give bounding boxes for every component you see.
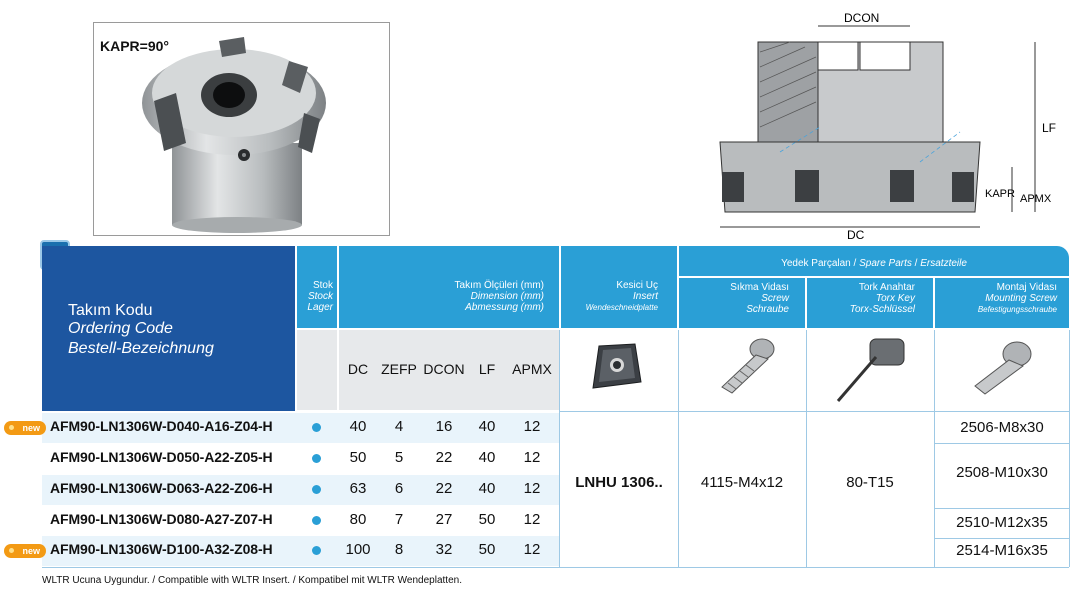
cell-dcon: 22	[435, 449, 453, 466]
cell-lf: 40	[478, 449, 496, 466]
mscrew-tr: Montaj Vidası	[996, 282, 1057, 293]
mounting-screw-header-text	[935, 282, 1057, 315]
col-divider	[934, 330, 935, 567]
key-code: 80-T15	[846, 474, 894, 491]
key-en: Torx Key	[875, 293, 915, 304]
ordering-code[interactable]: AFM90-LN1306W-D040-A16-Z04-H	[50, 418, 273, 434]
screw-tr: Sıkma Vidası	[730, 282, 789, 293]
cell-zefp: 8	[394, 541, 404, 558]
row-divider	[935, 508, 1069, 509]
row-divider	[935, 443, 1069, 444]
torx-key-image	[830, 335, 910, 405]
screw-header-text	[679, 282, 789, 315]
insert-icon	[585, 340, 645, 394]
cell-dcon: 32	[435, 541, 453, 558]
col-dcon: DCON	[423, 361, 465, 377]
screw-image	[710, 335, 780, 399]
in-stock-indicator	[312, 485, 321, 494]
spare-tr: Yedek Parçalan	[781, 258, 851, 269]
mscrew-de: Befestigungsschraube	[977, 305, 1057, 314]
in-stock-indicator	[312, 454, 321, 463]
cell-dcon: 16	[435, 418, 453, 435]
spare-en: Spare Parts	[859, 258, 912, 269]
screw-code: 4115-M4x12	[700, 474, 784, 491]
dim-en: Dimension (mm)	[470, 291, 544, 302]
ordering-code[interactable]: AFM90-LN1306W-D063-A22-Z06-H	[50, 480, 273, 496]
in-stock-indicator	[312, 516, 321, 525]
col-lf: LF	[478, 361, 496, 377]
face-mill-illustration	[94, 23, 389, 235]
cell-apmx: 12	[523, 418, 541, 435]
cell-zefp: 5	[394, 449, 404, 466]
cell-zefp: 7	[394, 511, 404, 528]
new-badge: new	[4, 421, 46, 435]
cell-dcon: 22	[435, 480, 453, 497]
lf-dimension: LF	[1042, 121, 1057, 135]
dcon-dimension: DCON	[844, 12, 880, 25]
cell-apmx: 12	[523, 449, 541, 466]
in-stock-indicator	[312, 423, 321, 432]
cell-dcon: 27	[435, 511, 453, 528]
cell-zefp: 4	[394, 418, 404, 435]
col-zefp: ZEFP	[381, 361, 417, 377]
torx-key-icon	[830, 335, 910, 405]
ordering-code[interactable]: AFM90-LN1306W-D100-A32-Z08-H	[50, 541, 273, 557]
cell-lf: 40	[478, 480, 496, 497]
screw-icon	[710, 335, 780, 399]
screw-de: Schraube	[746, 304, 789, 315]
cell-apmx: 12	[523, 541, 541, 558]
product-photo	[93, 22, 390, 236]
cell-dc: 50	[349, 449, 367, 466]
cell-dc: 40	[349, 418, 367, 435]
cell-apmx: 12	[523, 511, 541, 528]
stock-subheader	[297, 330, 337, 410]
mounting-screw-3: 2510-M12x35	[956, 514, 1048, 531]
cross-section-drawing	[690, 12, 1070, 242]
cell-apmx: 12	[523, 480, 541, 497]
col-divider	[1069, 330, 1070, 567]
apmx-dimension: APMX	[1020, 193, 1052, 205]
row-divider	[559, 411, 1069, 412]
cell-zefp: 6	[394, 480, 404, 497]
col-apmx: APMX	[512, 361, 552, 377]
spare-de: Ersatzteile	[920, 258, 967, 269]
cell-lf: 50	[478, 511, 496, 528]
stock-header-text	[297, 280, 333, 313]
insert-de: Wendeschneidplatte	[585, 303, 658, 312]
ordering-code[interactable]: AFM90-LN1306W-D080-A27-Z07-H	[50, 511, 273, 527]
mounting-screw-image	[965, 338, 1035, 398]
mounting-screw-1: 2506-M8x30	[960, 419, 1044, 436]
cell-lf: 50	[478, 541, 496, 558]
insert-code: LNHU 1306..	[575, 474, 663, 491]
dimension-header-text	[339, 280, 544, 313]
new-badge: new	[4, 544, 46, 558]
spare-parts-title: Yedek Parçalan / Spare Parts / Ersatzteile	[781, 258, 967, 269]
key-de: Torx-Schlüssel	[849, 304, 915, 315]
stock-en: Stock	[307, 291, 333, 302]
cell-lf: 40	[478, 418, 496, 435]
mounting-screw-2: 2508-M10x30	[956, 464, 1048, 481]
dc-dimension: DC	[847, 228, 865, 242]
ordering-code[interactable]: AFM90-LN1306W-D050-A22-Z05-H	[50, 449, 273, 465]
dim-tr: Takım Ölçüleri (mm)	[454, 280, 544, 291]
mounting-screw-4: 2514-M16x35	[956, 542, 1048, 559]
kapr-dimension: KAPR	[985, 188, 1015, 200]
table-bottom	[42, 567, 1069, 568]
key-header-text	[807, 282, 915, 315]
stock-tr: Stok	[312, 280, 333, 291]
header-code-en: Ordering Code	[68, 320, 173, 337]
insert-header-text	[561, 280, 658, 313]
cell-dc: 100	[345, 541, 371, 558]
key-tr: Tork Anahtar	[858, 282, 915, 293]
in-stock-indicator	[312, 546, 321, 555]
ordering-code-header	[42, 246, 295, 411]
technical-drawing	[690, 12, 1070, 242]
col-divider	[806, 330, 807, 567]
insert-tr: Kesici Uç	[616, 280, 658, 291]
kapr-angle-label: KAPR=90°	[100, 38, 170, 54]
row-divider	[935, 538, 1069, 539]
dim-de: Abmessung (mm)	[465, 302, 544, 313]
header-code-tr: Takım Kodu	[68, 302, 153, 319]
col-divider	[678, 330, 679, 567]
cell-dc: 63	[349, 480, 367, 497]
header-code-de: Bestell-Bezeichnung	[68, 340, 214, 357]
insert-image	[585, 340, 645, 394]
cell-dc: 80	[349, 511, 367, 528]
col-dc: DC	[347, 361, 369, 377]
insert-en: Insert	[632, 291, 658, 302]
mscrew-en: Mounting Screw	[985, 293, 1057, 304]
stock-de: Lager	[307, 302, 333, 313]
screw-en: Screw	[761, 293, 789, 304]
footer-note: WLTR Ucuna Uygundur. / Compatible with WLTR Insert. / Kompatibel mit WLTR Wendeplatten.	[42, 575, 462, 586]
col-divider	[559, 330, 560, 567]
mounting-screw-icon	[965, 338, 1035, 398]
